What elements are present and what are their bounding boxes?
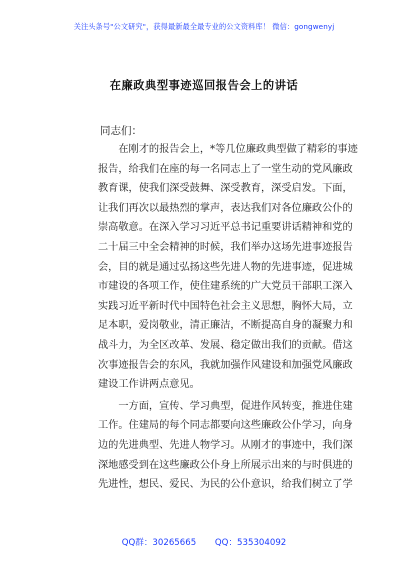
body-line: 战斗力，为全区改革、发展、稳定做出我们的贡献。借这: [98, 339, 353, 351]
body-line: 先进性，想民、爱民、为民的公仆意识，给我们树立了学: [98, 479, 353, 491]
salutation: 同志们：: [100, 125, 142, 137]
footer-qq-group: QQ群：30265665: [121, 538, 197, 548]
body-line: 在刚才的报告会上，*等几位廉政典型做了精彩的事迹: [98, 144, 358, 155]
body-line: 教育课，使我们深受鼓舞、深受教育，深受启发。下面，: [98, 183, 353, 195]
body-line: 工作。住建局的每个同志都要向这些廉政公仆学习，向身: [98, 420, 353, 432]
body-line: 足本职，爱岗敬业，清正廉洁，不断提高自身的凝聚力和: [98, 320, 353, 332]
body-line: 二十届三中全会精神的时候，我们举办这场先进事迹报告: [98, 241, 353, 253]
body-line: 报告，给我们在座的每一名同志上了一堂生动的党风廉政: [98, 163, 353, 175]
footer-qq: QQ：535304092: [214, 538, 287, 548]
body-line: 深地感受到在这些廉政公仆身上所展示出来的与时俱进的: [98, 459, 353, 471]
body-line: 一方面，宣传、学习典型，促进作风转变，推进住建: [98, 400, 353, 412]
body-line: 市建设的各项工作，使住建系统的广大党员干部职工深入: [98, 281, 353, 293]
body-line: 崇高敬意。在深入学习习近平总书记重要讲话精神和党的: [98, 222, 353, 234]
header-notice: 关注头条号"公文研究"，获得最新最全最专业的公文资料库！ 微信：gongwenyj: [73, 22, 335, 31]
body-line: 让我们再次以最热烈的掌声，表达我们对各位廉政公仆的: [98, 202, 353, 214]
body-line: 实践习近平新时代中国特色社会主义思想，胸怀大局，立: [98, 300, 353, 312]
body-line: 建设工作讲两点意见。: [98, 379, 200, 391]
body-line: 次事迹报告会的东风，我就加强作风建设和加强党风廉政: [98, 359, 353, 371]
document-body: [98, 140, 358, 495]
body-line: 会，目的就是通过弘扬这些先进人物的先进事迹，促进城: [98, 261, 353, 273]
footer-contact: [0, 536, 408, 548]
body-line: 边的先进典型、先进人物学习。从刚才的事迹中，我们深: [98, 439, 353, 451]
document-title: 在廉政典型事迹巡回报告会上的讲话: [109, 78, 299, 92]
